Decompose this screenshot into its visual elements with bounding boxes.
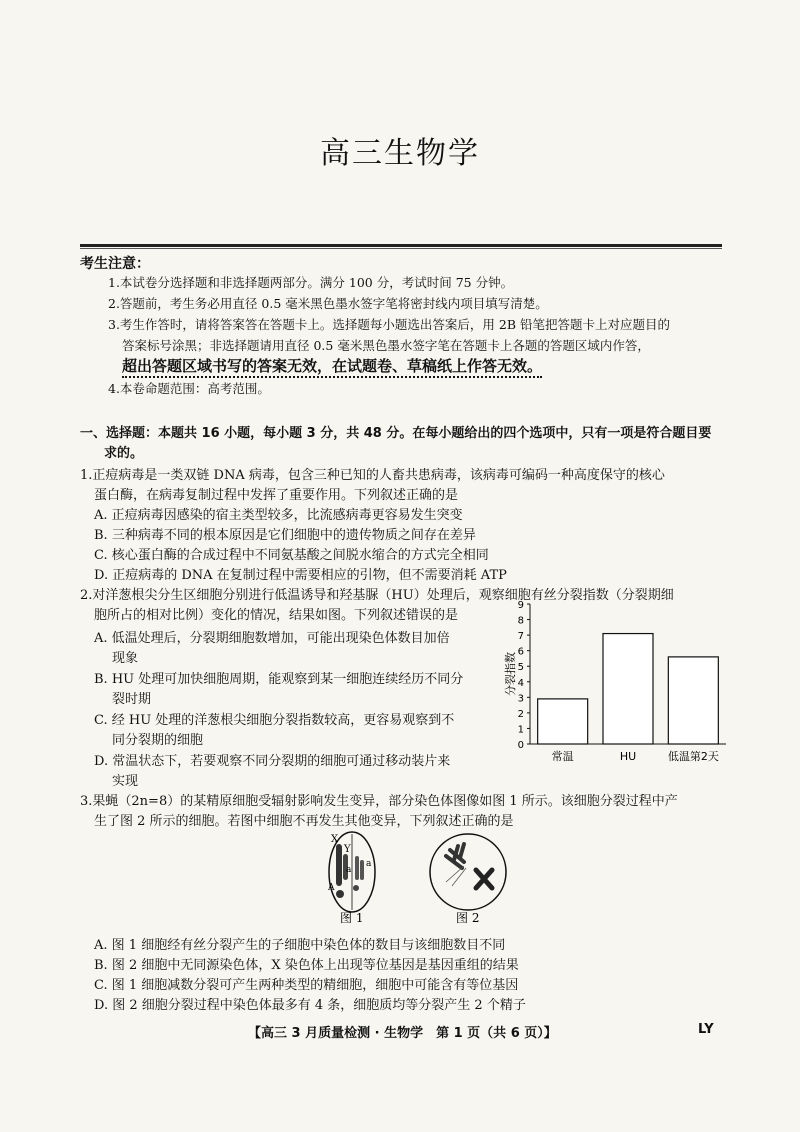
x-tick-label: 低温第2天 [667, 750, 719, 763]
q3-stem-2: 生了图 2 所示的细胞。若图中细胞不再发生其他变异，下列叙述正确的是 [94, 814, 514, 829]
y-tick-label: 5 [517, 662, 524, 674]
figure1-label-x: X [331, 834, 339, 845]
q2-option-b-cont: 裂时期 [112, 692, 152, 707]
y-tick-label: 1 [517, 724, 524, 736]
q3-option-b: B. 图 2 细胞中无同源染色体，X 染色体上出现等位基因是基因重组的结果 [94, 958, 519, 973]
q2-option-d: D. 常温状态下，若要观察不同分裂期的细胞可通过移动装片来 [94, 754, 451, 769]
q2-option-d-cont: 实现 [112, 774, 139, 789]
emphasis-text: 超出答题区域书写的答案无效，在试题卷、草稿纸上作答无效。 [122, 357, 542, 378]
q2-option-c-cont: 同分裂期的细胞 [112, 733, 204, 748]
bar-0 [538, 699, 588, 744]
bar-2 [668, 657, 718, 744]
notice-item-1: 1.本试卷分选择题和非选择题两部分。满分 100 分，考试时间 75 分钟。 [108, 275, 514, 290]
notice-item-4: 4.本卷命题范围：高考范围。 [108, 381, 270, 396]
q1-stem-1: 1.正痘病毒是一类双链 DNA 病毒，包含三种已知的人畜共患病毒，该病毒可编码一种高度保守的核心 [80, 468, 665, 483]
section-heading-line2: 求的。 [104, 446, 144, 461]
header-rule [80, 244, 722, 247]
figure1-label-a1: a [366, 859, 372, 869]
y-tick-label: 0 [517, 740, 524, 751]
notice-heading: 考生注意： [80, 256, 150, 272]
q2-stem-2: 胞所占的相对比例）变化的情况，结果如图。下列叙述错误的是 [94, 608, 459, 623]
footer-text: 【高三 3 月质量检测 · 生物学 第 1 页（共 6 页）】 [248, 1026, 557, 1041]
notice-item-2: 2.答题前，考生务必用直径 0.5 毫米黑色墨水签字笔将密封线内项目填写清楚。 [108, 296, 548, 311]
q1-option-c: C. 核心蛋白酶的合成过程中不同氨基酸之间脱水缩合的方式完全相同 [94, 548, 489, 563]
y-tick-label: 8 [517, 615, 524, 627]
chromosome-figures [300, 826, 530, 924]
figure1-label-y: Y [344, 844, 351, 855]
q1-option-a: A. 正痘病毒因感染的宿主类型较多，比流感病毒更容易发生突变 [94, 508, 463, 523]
y-tick-label: 7 [517, 631, 524, 643]
q2-stem-1: 2.对洋葱根尖分生区细胞分别进行低温诱导和羟基脲（HU）处理后，观察细胞有丝分裂指数（分裂期细 [80, 588, 674, 603]
y-tick-label: 9 [517, 600, 524, 611]
figure1-caption: 图 1 [340, 911, 364, 924]
q3-option-d: D. 图 2 细胞分裂过程中染色体最多有 4 条，细胞质均等分裂产生 2 个精子 [94, 998, 526, 1013]
mitotic-index-bar-chart [494, 594, 730, 770]
notice-item-3: 3.考生作答时，请将答案答在答题卡上。选择题每小题选出答案后，用 2B 铅笔把答题卡上对应题目的 [108, 317, 671, 332]
page-title: 高三生物学 [320, 136, 480, 171]
section-heading-line1: 一、选择题：本题共 16 小题，每小题 3 分，共 48 分。在每小题给出的四个选项中，只有一项是符合题目要 [80, 426, 712, 441]
y-tick-label: 4 [517, 677, 524, 689]
y-tick-label: 2 [517, 708, 524, 720]
header-rule-thin [80, 248, 722, 249]
figure1-label-a2: a [346, 865, 352, 875]
x-tick-label: HU [619, 750, 637, 763]
y-axis-label: 分裂指数 [504, 652, 517, 696]
y-tick-label: 3 [517, 693, 524, 705]
figure1-cell [327, 832, 375, 912]
footer-code: LY [698, 1022, 714, 1037]
q1-option-d: D. 正痘病毒的 DNA 在复制过程中需要相应的引物，但不需要消耗 ATP [94, 568, 507, 583]
q2-option-b: B. HU 处理可加快细胞周期，能观察到某一细胞连续经历不同分 [94, 672, 464, 687]
notice-item-3-emphasis [122, 356, 542, 376]
y-tick-label: 6 [517, 646, 524, 658]
notice-item-3-cont: 答案标号涂黑；非选择题请用直径 0.5 毫米黑色墨水签字笔在答题卡上各题的答题区域内作答， [122, 338, 650, 353]
q2-option-a-cont: 现象 [112, 651, 139, 666]
chart-bars [538, 634, 719, 744]
q2-option-a: A. 低温处理后，分裂期细胞数增加，可能出现染色体数目加倍 [94, 631, 450, 646]
q1-stem-2: 蛋白酶，在病毒复制过程中发挥了重要作用。下列叙述正确的是 [94, 488, 459, 503]
figure2-cell [430, 834, 506, 910]
q3-option-a: A. 图 1 细胞经有丝分裂产生的子细胞中染色体的数目与该细胞数目不同 [94, 938, 506, 953]
q1-option-b: B. 三种病毒不同的根本原因是它们细胞中的遗传物质之间存在差异 [94, 528, 476, 543]
q3-option-c: C. 图 1 细胞减数分裂可产生两种类型的精细胞，细胞中可能含有等位基因 [94, 978, 519, 993]
figure2-caption: 图 2 [456, 911, 480, 924]
q3-stem-1: 3.果蝇（2n=8）的某精原细胞受辐射影响发生变异，部分染色体图像如图 1 所示。该细胞分裂过程中产 [80, 794, 678, 809]
q2-option-c: C. 经 HU 处理的洋葱根尖细胞分裂指数较高，更容易观察到不 [94, 713, 455, 728]
figure1-label-A: A [328, 883, 335, 893]
x-tick-label: 常温 [551, 750, 574, 763]
bar-1 [603, 634, 653, 744]
